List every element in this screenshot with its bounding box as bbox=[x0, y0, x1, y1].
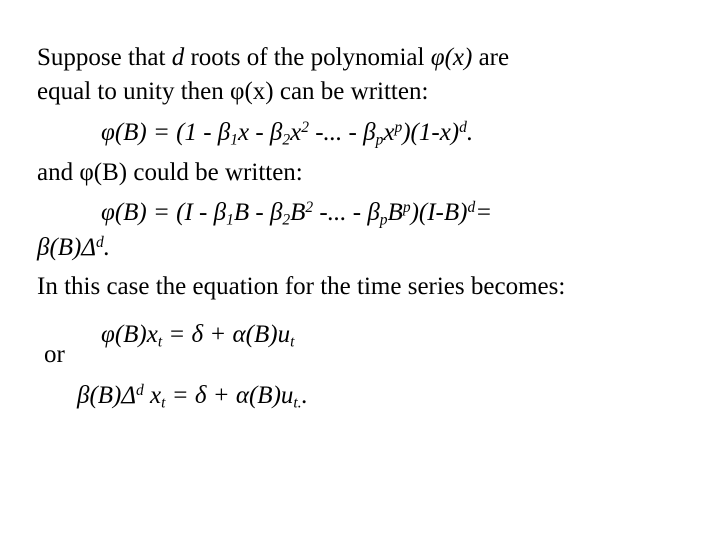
eq3-lhs: φ(B)x bbox=[101, 321, 158, 348]
eq2-sub-2: 2 bbox=[282, 211, 291, 229]
eq2-b-2: B bbox=[290, 199, 306, 226]
eq1-tail: )(1- bbox=[402, 119, 440, 146]
equation-phi-x bbox=[101, 118, 473, 148]
equation-time-series bbox=[101, 320, 294, 350]
eq3-mid: = δ + bbox=[162, 321, 233, 348]
variable-d: d bbox=[171, 44, 185, 71]
eq2-sub-1: 1 bbox=[226, 211, 234, 229]
eq4-period: . bbox=[301, 382, 308, 409]
eq1-beta-1: β bbox=[217, 119, 231, 146]
eq2-sup-p: p bbox=[402, 198, 411, 216]
eq1-lhs: φ(B) bbox=[101, 119, 147, 146]
eq2b-period: . bbox=[103, 234, 111, 261]
equation-phi-b bbox=[101, 198, 492, 228]
eq2-beta-1: β bbox=[213, 199, 227, 226]
eq1-sup-2: 2 bbox=[301, 118, 309, 136]
eq2-minus: - bbox=[192, 199, 214, 226]
intro-line-4: and φ(B) could be written: bbox=[37, 159, 303, 186]
eq2-lhs: φ(B) bbox=[101, 199, 147, 226]
eq2-equals: = bbox=[475, 199, 493, 226]
eq4-rest: (B)u bbox=[248, 382, 294, 409]
eq1-dots: -... - bbox=[308, 119, 364, 146]
eq1-x-p: x bbox=[383, 119, 395, 146]
or-label: or bbox=[44, 341, 65, 368]
eq1-x-1: x - bbox=[238, 119, 270, 146]
eq4-sub-t: t bbox=[161, 394, 166, 412]
eq2-sup-2: 2 bbox=[305, 198, 314, 216]
intro-line-2: equal to unity then φ(x) can be written: bbox=[37, 78, 429, 105]
eq2-tail: )(I-B) bbox=[410, 199, 468, 226]
equation-time-series-alt bbox=[77, 381, 308, 411]
eq3-sub-t: t bbox=[157, 333, 163, 351]
eq2-beta-p: β bbox=[367, 199, 380, 226]
eq4-x: x bbox=[143, 382, 162, 409]
eq4-alpha: α bbox=[235, 382, 249, 409]
eq2-b-1: B - bbox=[233, 199, 270, 226]
eq4-lhs: β(B)Δ bbox=[77, 382, 137, 409]
eq1-sup-d: d bbox=[459, 118, 467, 136]
eq2b-lhs: β(B)Δ bbox=[37, 234, 97, 261]
eq4-mid: = δ + bbox=[165, 382, 236, 409]
eq2-beta-2: β bbox=[269, 199, 283, 226]
intro-line-7: In this case the equation for the time series becomes: bbox=[37, 273, 566, 300]
eq2-sup-d: d bbox=[467, 198, 476, 216]
eq2-sub-p: p bbox=[379, 211, 388, 229]
eq2-identity: I bbox=[184, 199, 193, 226]
eq4-sup-d: d bbox=[136, 381, 144, 399]
eq1-close: ) bbox=[450, 119, 460, 146]
equation-beta-delta bbox=[37, 233, 110, 263]
intro-line-1 bbox=[37, 43, 509, 73]
eq1-mid: = (1 - bbox=[146, 119, 218, 146]
eq2b-sup-d: d bbox=[96, 233, 104, 251]
eq3-alpha: α bbox=[232, 321, 246, 348]
phi-symbol: φ bbox=[430, 44, 445, 71]
eq2-dots: -... - bbox=[313, 199, 368, 226]
eq2-mid: = ( bbox=[146, 199, 185, 226]
eq1-sup-p: p bbox=[394, 118, 403, 136]
eq1-sub-p: p bbox=[375, 131, 384, 149]
intro-text-b: roots of the polynomial bbox=[184, 44, 431, 71]
paren-x: (x) bbox=[444, 44, 473, 71]
eq1-x-2: x bbox=[290, 119, 302, 146]
eq3-sub-t-2: t bbox=[290, 333, 295, 351]
eq1-sub-2: 2 bbox=[282, 131, 291, 149]
eq1-sub-1: 1 bbox=[230, 131, 238, 149]
eq3-rest: (B)u bbox=[245, 321, 291, 348]
intro-text-a: Suppose that bbox=[37, 44, 172, 71]
eq1-x-3: x bbox=[439, 119, 451, 146]
eq1-beta-p: β bbox=[363, 119, 376, 146]
eq1-beta-2: β bbox=[269, 119, 283, 146]
eq4-sub-t-2: t bbox=[293, 394, 298, 412]
intro-text-c: are bbox=[472, 44, 510, 71]
eq4-sub-dot: . bbox=[297, 394, 302, 412]
eq2-b-p: B bbox=[387, 199, 403, 226]
eq1-period: . bbox=[466, 119, 474, 146]
